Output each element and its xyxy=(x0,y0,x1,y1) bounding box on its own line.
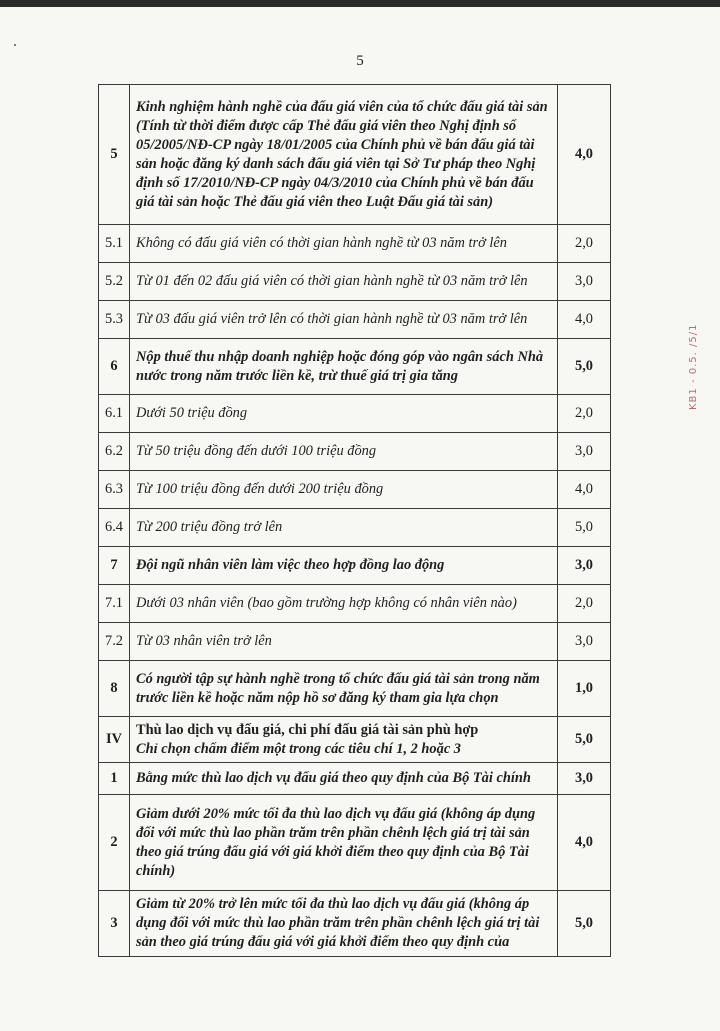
row-score: 3,0 xyxy=(558,547,611,585)
row-text: Dưới 03 nhân viên (bao gồm trường hợp không có nhân viên nào) xyxy=(130,585,558,623)
row-score: 4,0 xyxy=(558,85,611,225)
row-score: 2,0 xyxy=(558,225,611,263)
row-text: Thù lao dịch vụ đấu giá, chi phí đấu giá tài sản phù hợp xyxy=(136,721,479,738)
row-number: 7 xyxy=(99,547,130,585)
table-row xyxy=(99,547,611,585)
row-score: 5,0 xyxy=(558,509,611,547)
row-text: Đội ngũ nhân viên làm việc theo hợp đồng lao động xyxy=(130,547,558,585)
row-text: Dưới 50 triệu đồng xyxy=(130,395,558,433)
row-number: 7.2 xyxy=(99,623,130,661)
row-text: Nộp thuế thu nhập doanh nghiệp hoặc đóng góp vào ngân sách Nhà nước trong năm trước liền kề, trừ thuế giá trị gia tăng xyxy=(130,339,558,395)
row-score: 2,0 xyxy=(558,585,611,623)
criteria-table xyxy=(98,84,611,957)
row-number: IV xyxy=(99,717,130,763)
row-score: 4,0 xyxy=(558,301,611,339)
row-score: 4,0 xyxy=(558,795,611,891)
table-row xyxy=(99,263,611,301)
row-number: 5.2 xyxy=(99,263,130,301)
row-text: Từ 03 nhân viên trở lên xyxy=(130,623,558,661)
row-score: 5,0 xyxy=(558,717,611,763)
row-text: Kinh nghiệm hành nghề của đấu giá viên của tổ chức đấu giá tài sản (Tính từ thời điểm được cấp Thẻ đấu giá viên theo Nghị định số 05/2005/NĐ-CP ngày 18/01/2005 của Chính phủ về bán đấu giá tài sản hoặc đăng ký danh sách đấu giá viên tại Sở Tư pháp theo Nghị định số 17/2010/NĐ-CP ngày 04/3/2010 của Chính phủ về bán đấu giá tài sản hoặc Thẻ đấu giá viên theo Luật Đấu giá tài sản) xyxy=(130,85,558,225)
row-score: 2,0 xyxy=(558,395,611,433)
row-score: 5,0 xyxy=(558,891,611,957)
row-score: 5,0 xyxy=(558,339,611,395)
row-text: Từ 03 đấu giá viên trở lên có thời gian hành nghề từ 03 năm trở lên xyxy=(130,301,558,339)
row-score: 3,0 xyxy=(558,433,611,471)
row-score: 3,0 xyxy=(558,623,611,661)
row-text: Giảm từ 20% trở lên mức tối đa thù lao dịch vụ đấu giá (không áp dụng đối với mức thù lao phần trăm trên phần chênh lệch giá trị tài sản theo giá trúng đấu giá với giá khởi điểm theo quy định của xyxy=(130,891,558,957)
table-row xyxy=(99,225,611,263)
row-text: Từ 01 đến 02 đấu giá viên có thời gian hành nghề từ 03 năm trở lên xyxy=(130,263,558,301)
row-text: Từ 200 triệu đồng trở lên xyxy=(130,509,558,547)
table-row xyxy=(99,661,611,717)
table-row xyxy=(99,433,611,471)
row-text: Từ 50 triệu đồng đến dưới 100 triệu đồng xyxy=(130,433,558,471)
table-row xyxy=(99,585,611,623)
table-row xyxy=(99,339,611,395)
scan-speck xyxy=(14,44,16,46)
row-number: 5.1 xyxy=(99,225,130,263)
table-row xyxy=(99,471,611,509)
page-number: 5 xyxy=(356,53,364,69)
row-number: 6.3 xyxy=(99,471,130,509)
row-number: 5 xyxy=(99,85,130,225)
row-number: 6.4 xyxy=(99,509,130,547)
row-number: 6.2 xyxy=(99,433,130,471)
row-score: 4,0 xyxy=(558,471,611,509)
row-number: 2 xyxy=(99,795,130,891)
row-text: Giảm dưới 20% mức tối đa thù lao dịch vụ đấu giá (không áp dụng đối với mức thù lao phần trăm trên phần chênh lệch giá trị tài sản theo giá trúng đấu giá với giá khởi điểm theo quy định của Bộ Tài chính) xyxy=(130,795,558,891)
row-number: 6.1 xyxy=(99,395,130,433)
row-text: Bằng mức thù lao dịch vụ đấu giá theo quy định của Bộ Tài chính xyxy=(130,763,558,795)
row-score: 1,0 xyxy=(558,661,611,717)
table-row xyxy=(99,395,611,433)
top-bar xyxy=(0,0,720,7)
table-row xyxy=(99,301,611,339)
row-number: 7.1 xyxy=(99,585,130,623)
row-text: Từ 100 triệu đồng đến dưới 200 triệu đồng xyxy=(130,471,558,509)
table-row xyxy=(99,85,611,225)
table-row xyxy=(99,795,611,891)
row-score: 3,0 xyxy=(558,263,611,301)
row-number: 6 xyxy=(99,339,130,395)
row-number: 5.3 xyxy=(99,301,130,339)
margin-handwritten-note: KB1 - 0.5. /5/1 xyxy=(688,323,699,410)
row-text: Có người tập sự hành nghề trong tổ chức đấu giá tài sản trong năm trước liền kề hoặc năm nộp hồ sơ đăng ký tham gia lựa chọn xyxy=(130,661,558,717)
row-number: 1 xyxy=(99,763,130,795)
table-row xyxy=(99,509,611,547)
row-score: 3,0 xyxy=(558,763,611,795)
row-text: Không có đấu giá viên có thời gian hành nghề từ 03 năm trở lên xyxy=(130,225,558,263)
row-subtext: Chỉ chọn chấm điểm một trong các tiêu chí 1, 2 hoặc 3 xyxy=(136,740,462,757)
row-number: 8 xyxy=(99,661,130,717)
table-row xyxy=(99,763,611,795)
table-row xyxy=(99,717,611,763)
table-row xyxy=(99,891,611,957)
row-text-group xyxy=(130,717,558,763)
row-number: 3 xyxy=(99,891,130,957)
table-row xyxy=(99,623,611,661)
